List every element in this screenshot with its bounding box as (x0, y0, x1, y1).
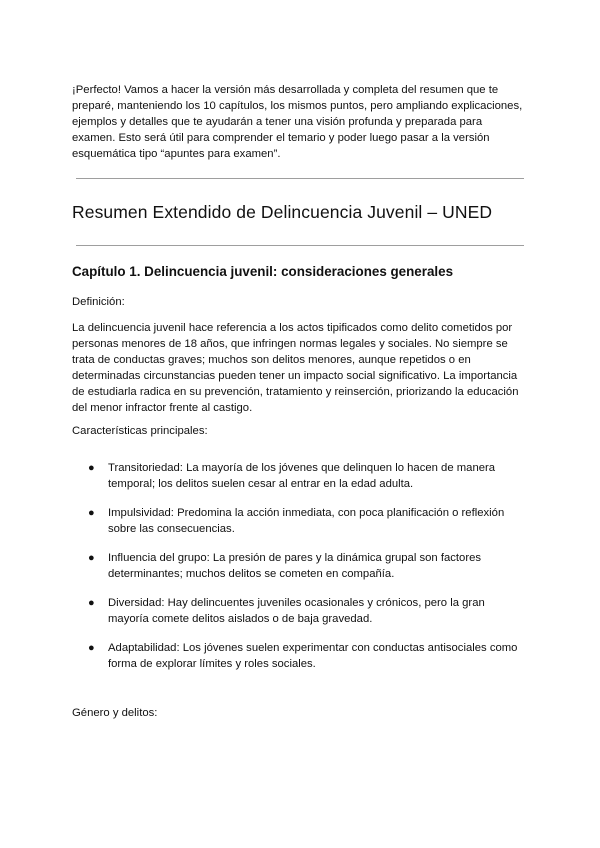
bullet-icon: ● (88, 462, 95, 474)
list-item (72, 505, 524, 537)
bullet-icon: ● (88, 597, 95, 609)
list-item-text: Adaptabilidad: Los jóvenes suelen experimentar con conductas antisociales como forma de explorar límites y roles sociales. (108, 642, 518, 670)
document-title: Resumen Extendido de Delincuencia Juvenil – UNED (72, 202, 493, 222)
bullet-icon: ● (88, 552, 95, 564)
chapter-heading: Capítulo 1. Delincuencia juvenil: consideraciones generales (72, 264, 454, 279)
list-item (72, 640, 524, 672)
features-label: Características principales: (72, 425, 208, 437)
definition-paragraph: La delincuencia juvenil hace referencia a los actos tipificados como delito cometidos por personas menores de 18 años, que infringen normas legales y sociales. No siempre se trata de conductas graves; muchos son delitos menores, aunque repetidos o en determinadas circunstancias pueden tener un impacto social significativo. La importancia de estudiarla radica en su prevención, tratamiento y reinserción, priorizando la educación del menor infractor frente al castigo. (72, 322, 519, 414)
bullet-icon: ● (88, 507, 95, 519)
horizontal-divider (76, 178, 524, 179)
gender-label: Género y delitos: (72, 707, 158, 719)
list-item-text: Diversidad: Hay delincuentes juveniles ocasionales y crónicos, pero la gran mayoría comete delitos aislados o de baja gravedad. (108, 597, 485, 625)
list-item-text: Influencia del grupo: La presión de pares y la dinámica grupal son factores determinantes; muchos delitos se cometen en compañía. (108, 552, 482, 580)
definition-label: Definición: (72, 296, 125, 308)
intro-paragraph: ¡Perfecto! Vamos a hacer la versión más desarrollada y completa del resumen que te preparé, manteniendo los 10 capítulos, los mismos puntos, pero ampliando explicaciones, ejemplos y detalles que te ayudarán a tener una visión profunda y preparada para examen. Esto será útil para comprender el temario y poder luego pasar a la versión esquemática tipo “apuntes para examen”. (72, 84, 523, 160)
features-list (72, 460, 524, 685)
list-item (72, 595, 524, 627)
list-item (72, 550, 524, 582)
bullet-icon: ● (88, 642, 95, 654)
list-item (72, 460, 524, 492)
list-item-text: Transitoriedad: La mayoría de los jóvenes que delinquen lo hacen de manera temporal; los delitos suelen cesar al entrar en la edad adulta. (108, 462, 496, 490)
list-item-text: Impulsividad: Predomina la acción inmediata, con poca planificación o reflexión sobre las consecuencias. (108, 507, 505, 535)
horizontal-divider (76, 245, 524, 246)
